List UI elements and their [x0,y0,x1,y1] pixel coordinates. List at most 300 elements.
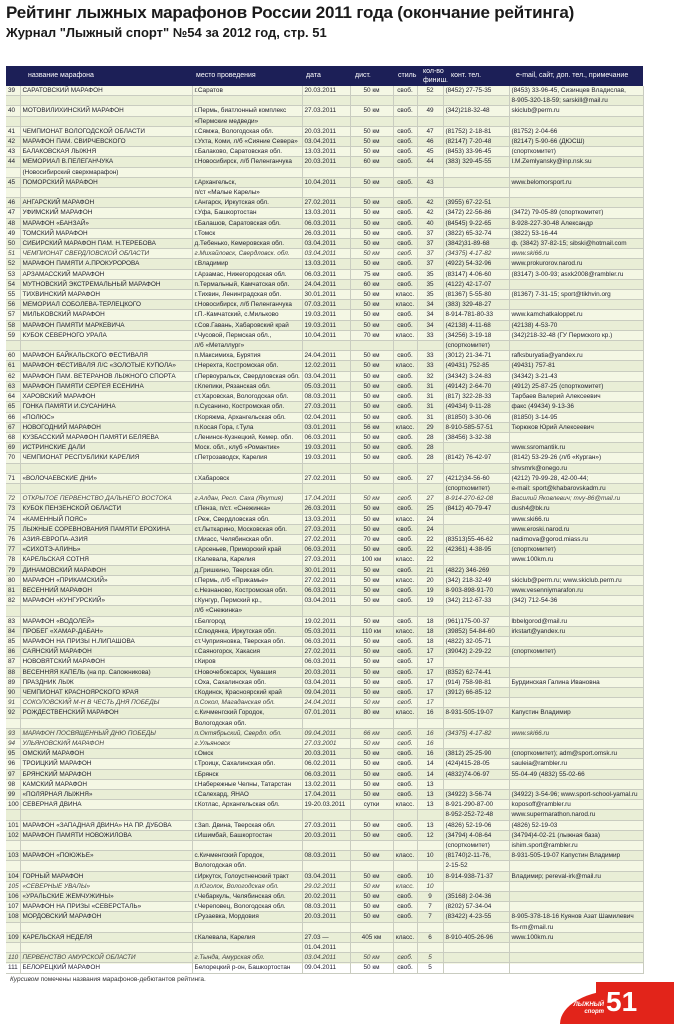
table-row [6,239,643,249]
cell-km: 50 км [350,698,393,708]
cell-cnt: 34 [417,300,443,310]
cell-date: 20.03.2011 [302,749,350,759]
cell-cnt: 25 [417,504,443,514]
cell-n [6,943,20,953]
cell-name: «СИХОТЭ-АЛИНЬ» [20,545,192,555]
table-row [6,616,643,626]
cell-n: 103 [8,852,19,860]
col-phone: конт. тел. [451,72,482,79]
cell-name: ЧЕМПИОНАТ КРАСНОЯРСКОГО КРАЯ [20,687,192,697]
cell-date: 06.03.2011 [302,657,350,667]
cell-km: 50 км [350,953,393,963]
cell-mail: (342) 712-54-36 [509,596,643,606]
cell-st [393,841,417,851]
cell-n: 88 [6,667,20,677]
cell-cnt: 16 [417,739,443,749]
cell-n: 67 [6,422,20,432]
cell-name: МОРДОВСКИЙ МАРАФОН [20,912,192,922]
cell-date: 30.01.2011 [302,290,350,300]
cell-n [6,718,20,728]
cell-st: своб. [393,902,417,912]
cell-st: своб. [393,912,417,922]
cell-tel: 8-931-505-19-07 [443,708,509,718]
cell-st: своб. [393,218,417,228]
cell-mail: (81752) 2-04-66 [509,126,643,136]
cell-n [6,167,20,177]
cell-date: 13.03.2011 [302,147,350,157]
cell-cnt [417,606,443,616]
cell-st: класс. [393,881,417,891]
cell-st [393,483,417,493]
rating-table-frame [6,66,643,972]
cell-name [20,96,192,106]
cell-cnt [417,841,443,851]
cell-st [393,943,417,953]
cell-name: МАРАФОН НА ПРИЗЫ Н.ЛИПАШОВА [20,636,192,646]
table-row [6,371,643,381]
cell-km [350,922,393,932]
cell-n [6,810,20,820]
cell-date: 03.04.2011 [302,249,350,259]
cell-name: СОКОЛОВСКИЙ М-Н В ЧЕСТЬ ДНЯ ПОБЕДЫ [20,698,192,708]
cell-st: класс. [393,290,417,300]
cell-date: 27.03.2011 [302,106,350,116]
cell-tel: (3912) 66-85-12 [443,687,509,697]
cell-st [393,463,417,473]
cell-n: 57 [6,310,20,320]
table-row [6,208,643,218]
cell-km: 50 км [350,473,393,483]
cell-tel [443,881,509,891]
cell-mail [509,341,643,351]
cell-name [20,116,192,126]
cell-n: 54 [6,279,20,289]
table-row [6,483,643,493]
cell-km: 75 км [350,269,393,279]
cell-tel: (8202) 57-34-04 [443,902,509,912]
cell-cnt: 28 [417,443,443,453]
cell-place: г.Зап. Двина, Тверская обл. [192,820,302,830]
cell-name: УФИМСКИЙ МАРАФОН [20,208,192,218]
table-row [6,86,643,96]
table-row [6,932,643,942]
cell-st: своб. [393,453,417,463]
cell-mail: shvsmrk@onego.ru [509,463,643,473]
cell-tel [443,514,509,524]
cell-cnt [417,167,443,177]
cell-mail: (82147) 5-90-66 (ДЮСШ) [509,137,643,147]
cell-place: г.Калевала, Карелия [192,555,302,565]
cell-tel [443,718,509,728]
cell-cnt: 13 [417,820,443,830]
cell-n: 91 [6,698,20,708]
cell-cnt: 28 [417,453,443,463]
cell-mail: Тарбаев Валерий Алексеевич [509,392,643,402]
cell-mail [509,861,643,871]
cell-mail [509,718,643,728]
cell-name [20,483,192,493]
cell-st: своб. [393,728,417,738]
table-row [6,443,643,453]
cell-km: 50 км [350,585,393,595]
cell-n: 47 [6,208,20,218]
cell-name: ТИХВИНСКИЙ МАРАФОН [20,290,192,300]
cell-date: 27.03 — [302,932,350,942]
cell-date [302,718,350,728]
cell-name: МАРАФОН ПАМЯТИ СЕРГЕЯ ЕСЕНИНА [20,381,192,391]
cell-date: 10.04.2011 [302,177,350,187]
table-row [6,534,643,544]
cell-n: 48 [6,218,20,228]
cell-tel: (35168) 2-04-36 [443,892,509,902]
cell-name: ОМСКИЙ МАРАФОН [20,749,192,759]
cell-mail [509,167,643,177]
cell-cnt: 13 [417,779,443,789]
cell-km: 50 км [350,259,393,269]
cell-place: г.Кодинск, Красноярский край [192,687,302,697]
cell-km: 50 км [350,228,393,238]
cell-place: с.Незнаново, Костромская обл. [192,585,302,595]
cell-place [192,483,302,493]
cell-place: с.Кичменгский Городок, [192,851,302,861]
col-count: кол-во [423,68,444,75]
cell-place: п.Максимиха, Бурятия [192,351,302,361]
cell-km: 50 км [350,902,393,912]
cell-name: МАРАФОН «ПОЮЖЬЕ» [20,851,192,861]
cell-km: 50 км [350,208,393,218]
cell-date: 03.04.2011 [302,137,350,147]
cell-n: 86 [6,647,20,657]
cell-n [6,483,20,493]
cell-st: класс. [393,330,417,340]
table-row [6,269,643,279]
cell-date: 30.01.2011 [302,565,350,575]
cell-n: 45 [6,177,20,187]
cell-mail: dush4@bk.ru [509,504,643,514]
cell-st: класс. [393,851,417,861]
page-header [6,2,666,41]
cell-tel: (383) 329-45-55 [443,157,509,167]
cell-name: ЧЕМПИОНАТ ВОЛОГОДСКОЙ ОБЛАСТИ [20,126,192,136]
cell-km: сутки [350,800,393,810]
cell-name: МАРАФОН ПАМЯТИ НОВОЖИЛОВА [20,830,192,840]
cell-date: 24.04.2011 [302,279,350,289]
cell-mail: (4826) 52-19-03 [509,820,643,830]
cell-st: своб. [393,310,417,320]
cell-cnt: 5 [417,953,443,963]
table-row [6,830,643,840]
cell-n: 84 [6,626,20,636]
cell-st: своб. [393,769,417,779]
cell-date: 26.03.2011 [302,504,350,514]
cell-date: 03.04.2011 [302,953,350,963]
cell-st: своб. [393,432,417,442]
cell-date: 19.02.2011 [302,616,350,626]
cell-st: своб. [393,687,417,697]
cell-km: 50 км [350,453,393,463]
cell-mail: www.ski66.ru [509,728,643,738]
cell-name: МАРАФОН «КУНГУРСКИЙ» [20,596,192,606]
cell-km [350,483,393,493]
table-row [6,300,643,310]
cell-place: д.Тебенько, Кемеровская обл. [192,239,302,249]
cell-name: ЛЫЖНЫЕ СОРЕВНОВАНИЯ ПАМЯТИ ЕРОХИНА [20,524,192,534]
cell-km: 60 км [350,279,393,289]
cell-cnt: 31 [417,381,443,391]
cell-mail: Василий Яковлевич; mvy-86@mail.ru [509,494,643,504]
cell-place: г.Пенза, п/ст. «Снежинка» [192,504,302,514]
cell-st: своб. [393,892,417,902]
cell-name [20,841,192,851]
cell-mail: Тюрюков Юрий Алексеевич [509,422,643,432]
cell-place: г.Кунгур, Пермский кр., [192,596,302,606]
cell-name: ТОМСКИЙ МАРАФОН [20,228,192,238]
cell-cnt: 14 [417,769,443,779]
cell-mail: www.vesenniymarafon.ru [509,585,643,595]
table-row [6,249,643,259]
cell-place: п/ст «Малые Карелы» [192,188,302,198]
cell-place: г.Сов.Гавань, Хабаровский край [192,320,302,330]
table-row [6,555,643,565]
cell-place: г.Балашов, Саратовская обл. [192,218,302,228]
table-row [6,381,643,391]
table-row [6,514,643,524]
cell-km: 50 км [350,790,393,800]
cell-mail: (3472) 79-05-89 (спорткомитет) [509,208,643,218]
cell-st: своб. [393,371,417,381]
cell-tel [443,739,509,749]
cell-km: 50 км [350,830,393,840]
cell-place: г.Архангельск, [192,177,302,187]
cell-name: МАРАФОН «ПРИКАМСКИЙ» [20,575,192,585]
table-row [6,524,643,534]
table-row [6,820,643,830]
cell-n: 46 [6,198,20,208]
cell-st: своб. [393,412,417,422]
cell-tel [443,943,509,953]
cell-cnt: 6 [417,932,443,942]
cell-place: г.Череповец, Вологодская обл. [192,902,302,912]
cell-date: 20.03.2011 [302,126,350,136]
cell-cnt: 17 [417,647,443,657]
cell-mail [509,657,643,667]
cell-n [6,606,20,616]
cell-st: своб. [393,137,417,147]
cell-place: г.Рузаевка, Мордовия [192,912,302,922]
table-row [6,667,643,677]
cell-st: своб. [393,177,417,187]
cell-name: МАРАФОН БАЙКАЛЬСКОГО ФЕСТИВАЛЯ [20,351,192,361]
cell-name: НОВОВЯТСКИЙ МАРАФОН [20,657,192,667]
cell-place: г.Первоуральск, Свердловская обл. [192,371,302,381]
cell-n: 58 [6,320,20,330]
cell-name: МАРАФОН НА ПРИЗЫ «СЕВЕРСТАЛЬ» [20,902,192,912]
cell-tel: (4922) 54-32-96 [443,259,509,269]
cell-tel [443,524,509,534]
cell-name: КУЗБАССКИЙ МАРАФОН ПАМЯТИ БЕЛЯЕВА [20,432,192,442]
cell-st: своб. [393,677,417,687]
cell-place [192,96,302,106]
cell-st: своб. [393,953,417,963]
cell-n: 50 [6,239,20,249]
cell-n: 98 [6,779,20,789]
cell-date: 17.04.2011 [302,494,350,504]
cell-tel [443,963,509,973]
cell-tel: 8-910-405-26-96 [443,932,509,942]
cell-km: 50 км [350,412,393,422]
cell-mail: (спорткомитет) [509,147,643,157]
cell-name: БРЯНСКИЙ МАРАФОН [20,769,192,779]
cell-tel: (81740)2-11-76, [443,851,509,861]
table-row [6,718,643,728]
cell-mail: (8453) 33-96-45, Сизинцев Владислав, [509,86,643,96]
table-row [6,504,643,514]
cell-place: п.Термальный, Камчатская обл. [192,279,302,289]
cell-mail: www.eroski.narod.ru [509,524,643,534]
cell-tel [443,606,509,616]
cell-cnt: 27 [417,473,443,483]
cell-place: г.Чебаркуль, Челябинская обл. [192,892,302,902]
table-row [6,545,643,555]
cell-km: 50 км [350,912,393,922]
cell-st: своб. [393,259,417,269]
cell-n: 108 [8,913,19,921]
cell-st: своб. [393,147,417,157]
cell-mail [509,188,643,198]
cell-cnt: 31 [417,402,443,412]
cell-place: г.Салехард, ЯНАО [192,790,302,800]
cell-st: класс. [393,555,417,565]
cell-st: класс. [393,361,417,371]
cell-place: ст.Харовская, Вологодская обл. [192,392,302,402]
cell-name [20,922,192,932]
cell-date: 13.03.2011 [302,514,350,524]
table-row [6,687,643,697]
cell-km: 70 км [350,330,393,340]
table-row [6,167,643,177]
cell-st: своб. [393,636,417,646]
cell-st: своб. [393,494,417,504]
rating-table [6,86,644,974]
col-place: место проведения [196,72,256,79]
cell-n: 56 [6,300,20,310]
cell-place: г.Ленинск-Кузнецкий, Кемер. обл. [192,432,302,442]
cell-date: 08.03.2011 [302,851,350,861]
cell-place: г.Петрозаводск, Карелия [192,453,302,463]
cell-place: п.Сокол, Магаданская обл. [192,698,302,708]
cell-km: 50 км [350,402,393,412]
cell-date: 20.03.2011 [302,86,350,96]
cell-tel: (49142) 2-64-70 [443,381,509,391]
cell-mail: (3822) 53-16-44 [509,228,643,238]
cell-km: 50 км [350,565,393,575]
table-row [6,106,643,116]
cell-n: 81 [6,585,20,595]
cell-place: г.Хабаровск [192,473,302,483]
table-row [6,310,643,320]
cell-date: 03.04.2011 [302,871,350,881]
col-name: название марафона [28,72,94,79]
cell-cnt: 24 [417,524,443,534]
cell-n: 53 [6,269,20,279]
cell-place: г.Балаково, Саратовская обл. [192,147,302,157]
cell-st: своб. [393,524,417,534]
cell-mail [509,279,643,289]
cell-n [6,96,20,106]
cell-cnt [417,943,443,953]
cell-place: г.Новосибирск, л/б Пеленганчука [192,157,302,167]
cell-km: 50 км [350,769,393,779]
cell-name: АРЗАМАССКИЙ МАРАФОН [20,269,192,279]
cell-tel: (спорткомитет) [443,841,509,851]
cell-place: г.Клепики, Рязанская обл. [192,381,302,391]
cell-n: 74 [6,514,20,524]
cell-tel: (спорткомитет) [443,341,509,351]
cell-name [20,463,192,473]
cell-st: своб. [393,585,417,595]
cell-mail: www.100km.ru [509,555,643,565]
cell-tel: (8452) 27-75-35 [443,86,509,96]
cell-name: САЯНСКИЙ МАРАФОН [20,647,192,657]
cell-date [302,810,350,820]
cell-cnt: 20 [417,575,443,585]
cell-km: 50 км [350,494,393,504]
cell-tel [443,922,509,932]
table-row [6,902,643,912]
cell-name: МАРАФОН ПАМЯТИ МАРКЕВИЧА [20,320,192,330]
cell-km: 50 км [350,432,393,442]
table-row [6,392,643,402]
cell-tel: (8352) 62-74-41 [443,667,509,677]
cell-mail [509,943,643,953]
cell-date: 19.03.2011 [302,453,350,463]
cell-n [6,463,20,473]
cell-cnt [417,922,443,932]
cell-km: 50 км [350,657,393,667]
cell-km [350,116,393,126]
cell-cnt: 31 [417,392,443,402]
cell-tel: 8-921-290-87-00 [443,800,509,810]
cell-date [302,188,350,198]
cell-place [192,922,302,932]
cell-mail: www.ski66.ru [509,249,643,259]
cell-st: своб. [393,667,417,677]
footnote [10,976,206,983]
cell-tel: (83513)55-46-62 [443,534,509,544]
cell-st: своб. [393,504,417,514]
cell-n: 65 [6,402,20,412]
table-row [6,137,643,147]
cell-n: 71 [6,473,20,483]
cell-tel [443,463,509,473]
cell-date: 03.04.2011 [302,596,350,606]
cell-place: г.Брянск [192,769,302,779]
table-row [6,739,643,749]
cell-date [302,922,350,932]
cell-cnt: 37 [417,228,443,238]
cell-name: «СЕВЕРНЫЕ УВАЛЫ» [20,881,192,891]
cell-name [20,943,192,953]
cell-st: своб. [393,239,417,249]
cell-mail: www.ski66.ru [509,514,643,524]
cell-km: 50 км [350,820,393,830]
cell-mail: www.ssromantik.ru [509,443,643,453]
table-row [6,473,643,483]
cell-place: Белорецкий р-он, Башкортостан [192,963,302,973]
table-row [6,402,643,412]
cell-st: своб. [393,749,417,759]
cell-place: Вологодская обл. [192,861,302,871]
